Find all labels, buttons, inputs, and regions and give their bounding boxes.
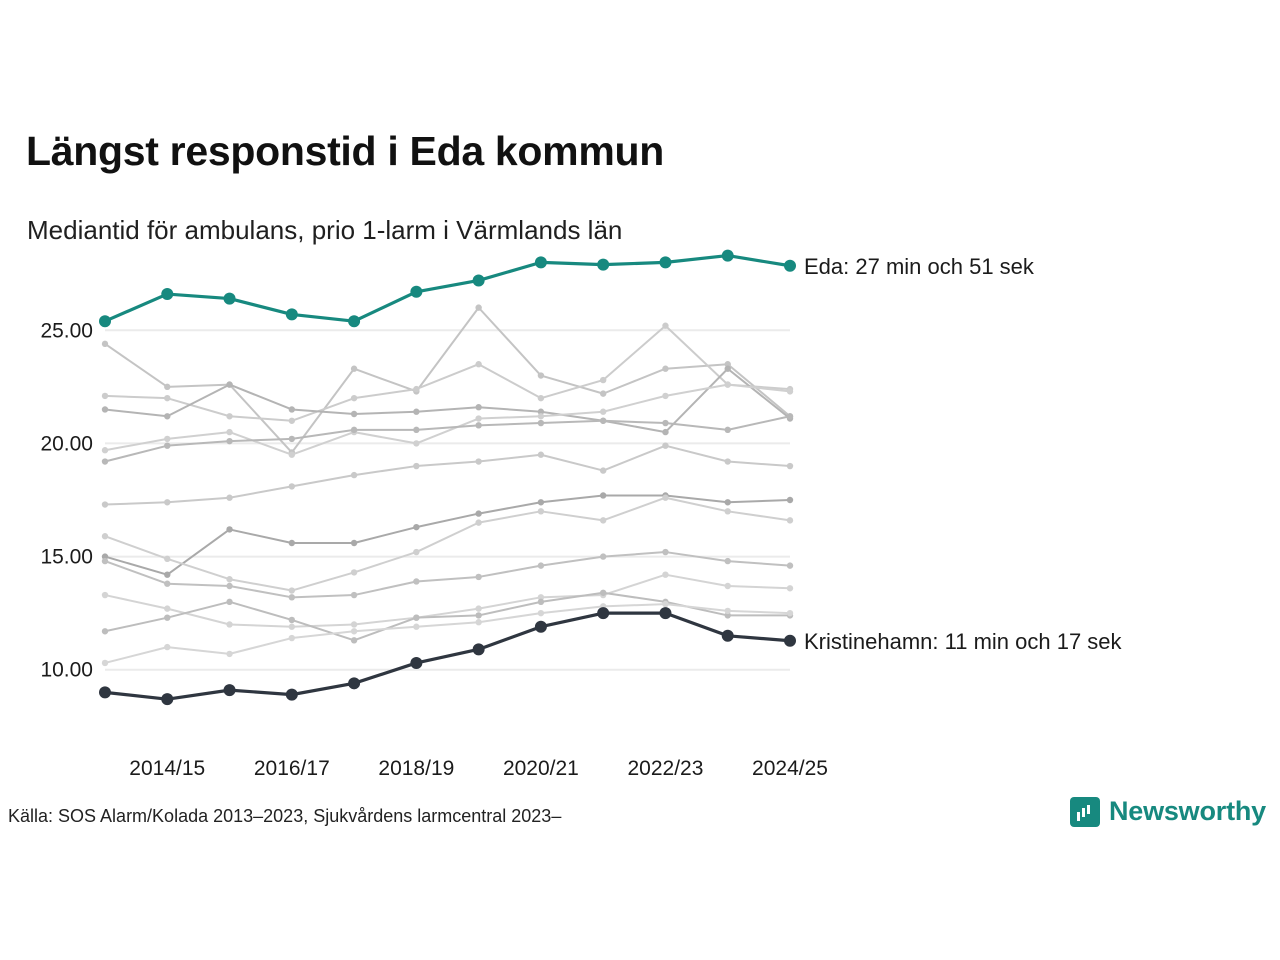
data-point [600, 467, 606, 473]
data-point [226, 583, 232, 589]
y-axis-tick-label: 15.00 [40, 545, 93, 569]
data-point [475, 619, 481, 625]
data-point [538, 499, 544, 505]
data-point [286, 308, 298, 320]
data-point [164, 581, 170, 587]
data-point [475, 404, 481, 410]
data-point [538, 413, 544, 419]
data-point [102, 628, 108, 634]
data-point [289, 418, 295, 424]
data-point [600, 409, 606, 415]
data-point [226, 651, 232, 657]
data-point [99, 315, 111, 327]
data-point [725, 499, 731, 505]
data-point [662, 393, 668, 399]
data-point [659, 607, 671, 619]
data-point [722, 630, 734, 642]
data-point [102, 558, 108, 564]
data-point [289, 452, 295, 458]
data-point [787, 388, 793, 394]
data-point [787, 585, 793, 591]
data-point [351, 637, 357, 643]
data-point [413, 549, 419, 555]
data-point [102, 447, 108, 453]
data-point [787, 517, 793, 523]
x-axis-tick-label: 2022/23 [627, 757, 704, 780]
data-point [226, 429, 232, 435]
data-point [164, 442, 170, 448]
data-point [289, 483, 295, 489]
data-point [475, 605, 481, 611]
data-point [289, 635, 295, 641]
data-point [413, 409, 419, 415]
data-point [351, 395, 357, 401]
series-line [105, 326, 790, 421]
data-point [538, 562, 544, 568]
data-point [351, 472, 357, 478]
data-point [413, 524, 419, 530]
data-point [410, 286, 422, 298]
x-axis-tick-label: 2020/21 [502, 757, 579, 780]
data-point [410, 657, 422, 669]
data-point [538, 372, 544, 378]
data-point [289, 406, 295, 412]
data-point [475, 361, 481, 367]
data-point [289, 617, 295, 623]
data-point [662, 571, 668, 577]
data-point [662, 495, 668, 501]
data-point [784, 260, 796, 272]
data-point [164, 644, 170, 650]
data-point [102, 341, 108, 347]
series--vrig-kommun-4 [102, 381, 793, 458]
data-point [102, 533, 108, 539]
x-axis-tick-label: 2014/15 [129, 757, 206, 780]
data-point [289, 624, 295, 630]
data-point [164, 614, 170, 620]
data-point [597, 259, 609, 271]
data-point [725, 381, 731, 387]
data-point [351, 411, 357, 417]
data-point [475, 519, 481, 525]
series-line [105, 446, 790, 505]
y-axis-tick-label: 20.00 [40, 432, 93, 456]
data-point [659, 256, 671, 268]
data-point [787, 562, 793, 568]
series-line [105, 369, 790, 432]
data-point [600, 492, 606, 498]
data-point [597, 607, 609, 619]
data-point [538, 599, 544, 605]
data-point [413, 463, 419, 469]
data-point [600, 553, 606, 559]
data-point [538, 610, 544, 616]
data-point [164, 413, 170, 419]
data-point [226, 495, 232, 501]
brand-name: Newsworthy [1108, 796, 1266, 826]
data-point [600, 377, 606, 383]
data-point [475, 612, 481, 618]
data-point [725, 366, 731, 372]
brand-logo [1070, 796, 1266, 827]
data-point [289, 587, 295, 593]
data-point [164, 571, 170, 577]
data-point [725, 427, 731, 433]
data-point [224, 684, 236, 696]
data-point [226, 576, 232, 582]
page-subtitle: Mediantid för ambulans, prio 1-larm i Värmlands län [27, 215, 623, 245]
data-point [787, 497, 793, 503]
data-point [475, 510, 481, 516]
data-point [600, 590, 606, 596]
data-point [413, 427, 419, 433]
x-axis-tick-label: 2024/25 [752, 757, 828, 780]
data-point [351, 621, 357, 627]
data-point [164, 499, 170, 505]
data-point [224, 293, 236, 305]
data-point [289, 594, 295, 600]
data-point [473, 643, 485, 655]
data-point [289, 540, 295, 546]
data-point [226, 381, 232, 387]
data-point [164, 436, 170, 442]
data-point [413, 440, 419, 446]
data-point [475, 415, 481, 421]
data-point [164, 384, 170, 390]
series-line [105, 593, 790, 641]
data-point [348, 677, 360, 689]
data-point [102, 406, 108, 412]
data-point [725, 458, 731, 464]
data-point [473, 274, 485, 286]
data-point [725, 608, 731, 614]
data-point [600, 418, 606, 424]
page-title: Längst responstid i Eda kommun [26, 128, 664, 174]
data-point [102, 458, 108, 464]
data-point [538, 395, 544, 401]
data-point [164, 556, 170, 562]
data-point [413, 614, 419, 620]
data-point [725, 508, 731, 514]
data-point [787, 463, 793, 469]
data-point [102, 501, 108, 507]
data-point [351, 628, 357, 634]
series-line [105, 495, 790, 574]
data-point [787, 610, 793, 616]
data-point [413, 578, 419, 584]
data-point [662, 442, 668, 448]
data-point [475, 304, 481, 310]
series--vrig-kommun-5 [102, 413, 793, 465]
data-point [99, 686, 111, 698]
data-point [226, 599, 232, 605]
data-point [348, 315, 360, 327]
data-point [600, 517, 606, 523]
series-end-label: Eda: 27 min och 51 sek [804, 253, 1034, 279]
source-note: Källa: SOS Alarm/Kolada 2013–2023, Sjukvårdens larmcentral 2023– [8, 806, 562, 826]
data-point [725, 558, 731, 564]
series--vrig-kommun-11 [102, 590, 793, 644]
data-point [164, 395, 170, 401]
data-point [662, 420, 668, 426]
data-point [475, 422, 481, 428]
series-eda [99, 250, 1035, 328]
chart-canvas [0, 253, 1280, 800]
data-point [538, 508, 544, 514]
data-point [662, 323, 668, 329]
data-point [102, 592, 108, 598]
series-kristinehamn [99, 607, 1123, 705]
series-line [105, 552, 790, 597]
data-point [226, 413, 232, 419]
data-point [351, 540, 357, 546]
data-point [538, 420, 544, 426]
data-point [535, 256, 547, 268]
data-point [161, 288, 173, 300]
y-axis-tick-label: 10.00 [40, 658, 93, 682]
data-point [226, 438, 232, 444]
data-point [413, 386, 419, 392]
data-point [784, 635, 796, 647]
data-point [164, 605, 170, 611]
data-point [662, 549, 668, 555]
data-point [286, 689, 298, 701]
series-end-label: Kristinehamn: 11 min och 17 sek [804, 628, 1122, 654]
series-line [105, 256, 790, 322]
data-point [535, 621, 547, 633]
data-point [289, 436, 295, 442]
data-point [226, 621, 232, 627]
series-line [105, 416, 790, 461]
data-point [351, 366, 357, 372]
data-point [787, 413, 793, 419]
x-axis-tick-label: 2016/17 [253, 757, 330, 780]
series-line [105, 613, 790, 699]
data-point [161, 693, 173, 705]
data-point [475, 574, 481, 580]
data-point [600, 390, 606, 396]
data-point [662, 429, 668, 435]
data-point [226, 526, 232, 532]
data-point [413, 624, 419, 630]
series--vrig-kommun-7 [102, 492, 793, 578]
bar-chart-icon [1070, 797, 1100, 827]
x-axis-tick-label: 2018/19 [378, 757, 455, 780]
data-point [662, 601, 668, 607]
data-point [351, 592, 357, 598]
data-point [722, 250, 734, 262]
data-point [351, 569, 357, 575]
data-point [538, 452, 544, 458]
series-line [105, 575, 790, 627]
data-point [725, 583, 731, 589]
data-point [662, 366, 668, 372]
data-point [351, 427, 357, 433]
y-axis-tick-label: 25.00 [40, 319, 93, 343]
series--vrig-kommun-1 [102, 304, 793, 455]
data-point [102, 393, 108, 399]
data-point [102, 660, 108, 666]
line-chart [0, 253, 1280, 800]
data-point [475, 458, 481, 464]
